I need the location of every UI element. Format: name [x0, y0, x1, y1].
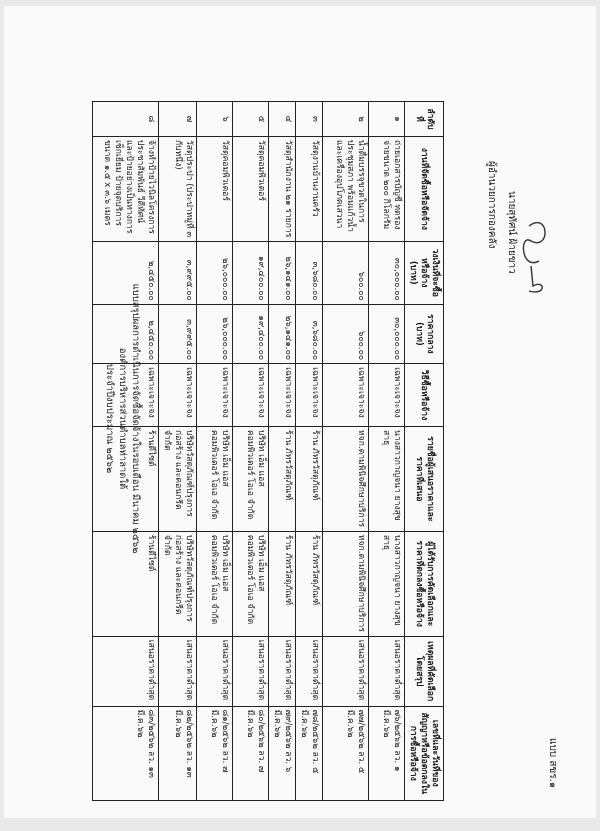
cell-median-price: ๑๙,๔๐๐.๐๐ [233, 304, 269, 363]
title-line: ประจำปีงบประมาณ ๒๕๖๒ [104, 363, 115, 474]
signer-name: นายสุทัศน์ ฝ้ายขาว [506, 191, 517, 274]
cell-median-price: ๒๖,๐๐๐.๐๐ [197, 304, 233, 363]
cell-budget: ๓,๙๙๕.๐๐ [159, 241, 197, 304]
cell-winner: ร้านดีไซด์ [93, 531, 159, 636]
form-code: แบบ สขร.๑ [547, 738, 558, 789]
cell-reason: เสนอราคาต่ำสุด [269, 636, 296, 706]
table-row [296, 102, 323, 801]
cell-no: ๑ [369, 102, 405, 137]
cell-bidders: นางสาวกาญจนา ยางสุขสาธุ [369, 427, 405, 532]
cell-winner: บริษัท เอ็ม แอส คอมพิวเตอร์ โอเอ จำกัด [233, 531, 269, 636]
title-line: องค์การบริหารส่วนตำบลท่าลาดใต้ [117, 347, 128, 490]
cell-budget: ๓๐,๐๐๐.๐๐ [369, 241, 405, 304]
cell-item: ถ่ายเอกสารบัญชี ทดรองจ่ายขนาด ๒๐๐ กิโลกรัม [369, 136, 405, 241]
cell-method: เฉพาะเจาะจง [369, 364, 405, 427]
cell-reason: เสนอราคาต่ำสุด [233, 636, 269, 706]
cell-no: ๖ [197, 102, 233, 137]
cell-method: เฉพาะเจาะจง [296, 364, 323, 427]
cell-reason: เสนอราคาต่ำสุด [93, 636, 159, 706]
cell-winner: บริษัท เอ็ม แอส คอมพิวเตอร์ โอเอ จำกัด [197, 531, 233, 636]
cell-winner: หจก.ตามพินิจศึกษาบริการ [323, 531, 369, 636]
cell-reason: เสนอราคาต่ำสุด [323, 636, 369, 706]
header-cell: ลำดับ ที่ [405, 102, 444, 137]
cell-item: วัสดุงานบ้านงานครัว [296, 136, 323, 241]
cell-item: จ้างทำป้ายไวนิลโครงการประชาสัมพันธ์ วีดีทัศน์ และป้ายอย่างเป็นทางการ เช็กเยี่ยม ป้ายจุดบริการ ขนาด ๑.๕ x ๓.๖ เมตร [93, 136, 159, 241]
cell-bidders: บริษัท เอ็ม แอส คอมพิวเตอร์ โอเอ จำกัด [233, 427, 269, 532]
cell-method: เฉพาะเจาะจง [93, 364, 159, 427]
cell-bidders: หจก.ตามพินิจศึกษาบริการ [323, 427, 369, 532]
cell-contract: ๘๐/๒๕๖๒ ลว. ๗ มี.ค.๖๒ [233, 706, 269, 800]
header-cell: วงเงินที่จะซื้อหรือจ้าง (บาท) [405, 241, 444, 304]
table-row [269, 102, 296, 801]
cell-median-price: ๓,๙๙๕.๐๐ [159, 304, 197, 363]
cell-item: วัสดุประปา (ประปาหมู่ที่ ๓ กับหนึ่ง) [159, 136, 197, 241]
handwritten-signature [514, 101, 559, 321]
header-cell: รายชื่อผู้เสนอราคาและราคาที่เสนอ [405, 427, 444, 532]
cell-no: ๒ [323, 102, 369, 137]
cell-no: ๘ [93, 102, 159, 137]
table-header-row [405, 102, 444, 801]
cell-budget: ๖๐๐.๐๐ [323, 241, 369, 304]
header-cell: เลขที่และวันที่ของสัญญาหรือข้อตกลงในการซื้อหรือจ้าง [405, 706, 444, 800]
cell-reason: เสนอราคาต่ำสุด [197, 636, 233, 706]
table-row [197, 102, 233, 801]
cell-budget: ๒๖,๑๔๑.๐๐ [269, 241, 296, 304]
cell-contract: ๘๑/๒๕๖๒ ลว. ๗ มี.ค.๖๒ [197, 706, 233, 800]
cell-budget: ๓,๖๘๐.๐๐ [296, 241, 323, 304]
cell-reason: เสนอราคาต่ำสุด [296, 636, 323, 706]
cell-median-price: ๓๐,๐๐๐.๐๐ [369, 304, 405, 363]
cell-bidders: ร้าน ภัทรวัสดุภัณฑ์ [269, 427, 296, 532]
cell-bidders: บริษัทวัสดุภัณฑ์ปรุงการก่อสร้าง และคอนกรีตจำกัด [159, 427, 197, 532]
cell-budget: ๒๖,๐๐๐.๐๐ [197, 241, 233, 304]
cell-contract: ๗๗/๒๕๖๒ ลว. ๕ มี.ค.๖๒ [323, 706, 369, 800]
signature-block [469, 101, 559, 321]
cell-no: ๔ [269, 102, 296, 137]
cell-bidders: ร้านดีไซด์ [93, 427, 159, 532]
header-cell: เหตุผลที่คัดเลือกโดยสรุป [405, 636, 444, 706]
title-line: แบบสรุปผลการดำเนินการจัดซื้อจัดจ้างในรอบเดือน มีนาคม ๒๕๖๒ [130, 283, 141, 554]
table-row [233, 102, 269, 801]
cell-method: เฉพาะเจาะจง [269, 364, 296, 427]
table-row [323, 102, 369, 801]
cell-contract: ๗๙/๒๕๖๒ ลว. ๖ มี.ค.๖๒ [269, 706, 296, 800]
cell-winner: ร้าน ภัทรวัสดุภัณฑ์ [296, 531, 323, 636]
cell-median-price: ๒,๔๕๐.๐๐ [93, 304, 159, 363]
cell-median-price: ๓,๖๘๐.๐๐ [296, 304, 323, 363]
rotated-content [4, 6, 600, 831]
header-cell: วิธีซื้อหรือจ้าง [405, 364, 444, 427]
cell-contract: ๘๒/๒๕๖๒ ลว. ๑๓ มี.ค.๖๒ [159, 706, 197, 800]
cell-method: เฉพาะเจาะจง [159, 364, 197, 427]
cell-contract: ๗๘/๒๕๖๒ ลว. ๕ มี.ค.๖๒ [296, 706, 323, 800]
cell-winner: นางสาวกาญจนา ยางสุขสาธุ [369, 531, 405, 636]
cell-bidders: ร้าน ภัทรวัสดุภัณฑ์ [296, 427, 323, 532]
table-row [93, 102, 159, 801]
cell-contract: ๘๓/๒๕๖๒ ลว. ๑๓ มี.ค.๖๒ [93, 706, 159, 800]
cell-method: เฉพาะเจาะจง [323, 364, 369, 427]
procurement-table [92, 101, 444, 801]
header-cell: ราคากลาง (บาท) [405, 304, 444, 363]
cell-no: ๕ [233, 102, 269, 137]
cell-contract: ๗๖/๒๕๖๒ ลว. ๑ มี.ค.๖๒ [369, 706, 405, 800]
cell-reason: เสนอราคาต่ำสุด [159, 636, 197, 706]
cell-method: เฉพาะเจาะจง [233, 364, 269, 427]
cell-bidders: บริษัท เอ็ม แอส คอมพิวเตอร์ โอเอ จำกัด [197, 427, 233, 532]
cell-winner: บริษัทวัสดุภัณฑ์ปรุงการก่อสร้าง และคอนกรีตจำกัด [159, 531, 197, 636]
table-row [369, 102, 405, 801]
cell-item: วัสดุสำนักงาน ๒๑ รายการ [269, 136, 296, 241]
document-page [4, 6, 596, 818]
signer-position: ผู้อำนวยการกองคลัง [486, 161, 497, 249]
header-cell: งานที่จัดซื้อหรือจัดจ้าง [405, 136, 444, 241]
cell-item: วัสดุคอมพิวเตอร์ [233, 136, 269, 241]
cell-budget: ๒,๔๕๐.๐๐ [93, 241, 159, 304]
cell-item: น้ำดื่มบรรจุขวดในการประชุมสภา พร้อมแก้วน้ำและเครื่องอุปโภคเสวนา [323, 136, 369, 241]
table-body [93, 102, 405, 801]
header-cell: ผู้ได้รับการคัดเลือกและราคาที่ตกลงซื้อหรือจ้าง [405, 531, 444, 636]
cell-median-price: ๒๖,๑๔๑.๐๐ [269, 304, 296, 363]
cell-winner: ร้าน ภัทรวัสดุภัณฑ์ [269, 531, 296, 636]
cell-budget: ๑๙,๔๐๐.๐๐ [233, 241, 269, 304]
cell-item: วัสดุคอมพิวเตอร์ [197, 136, 233, 241]
table-row [159, 102, 197, 801]
cell-no: ๓ [296, 102, 323, 137]
cell-method: เฉพาะเจาะจง [197, 364, 233, 427]
cell-median-price: ๖๐๐.๐๐ [323, 304, 369, 363]
cell-reason: เสนอราคาต่ำสุด [369, 636, 405, 706]
cell-no: ๗ [159, 102, 197, 137]
